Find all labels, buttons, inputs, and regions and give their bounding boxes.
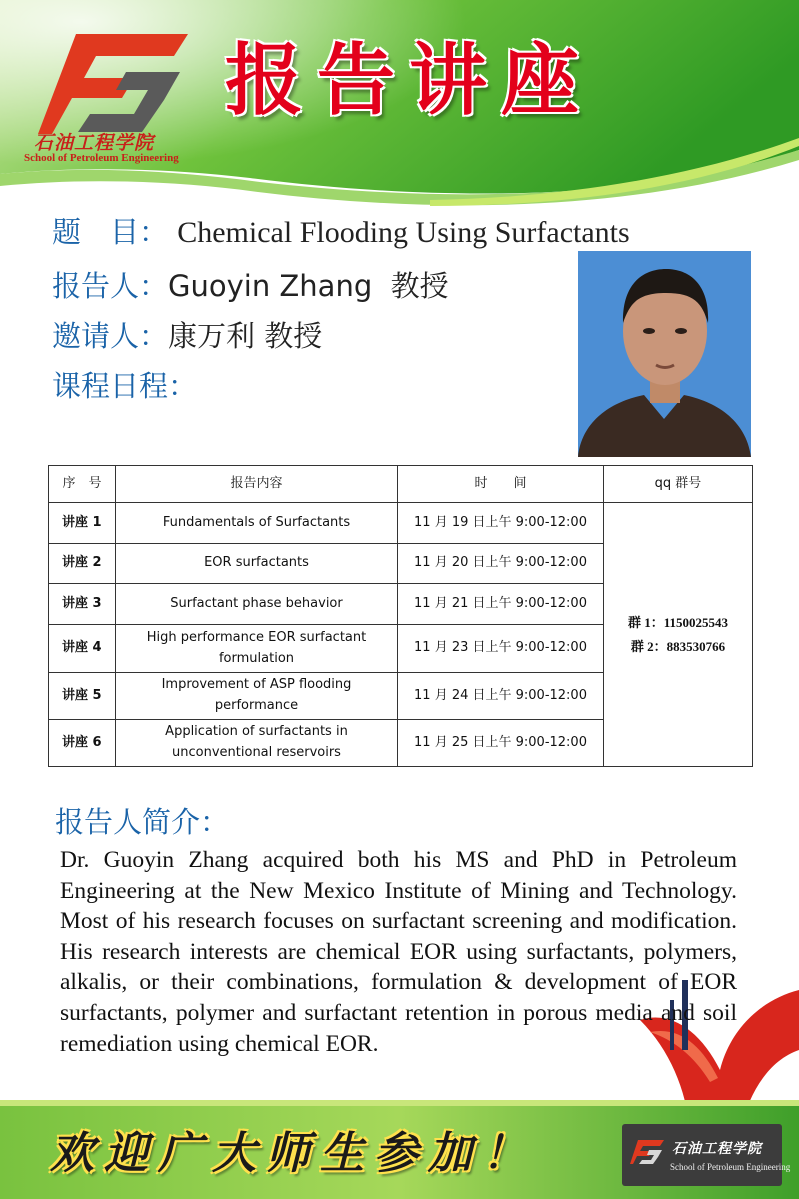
lecture-content: High performance EOR surfactant formulation	[116, 625, 398, 673]
speaker-label: 报告人：	[52, 269, 169, 303]
lecture-content: Surfactant phase behavior	[116, 584, 398, 625]
lecture-time: 11 月 21 日上午 9:00-12:00	[398, 584, 604, 625]
school-logo-small-icon	[630, 1138, 666, 1172]
bio-text: Dr. Guoyin Zhang acquired both his MS and PhD in Petroleum Engineering at the New Mexico Institute of Mining and Technology. Most of his research focuses on surfactant screening and modification. His research interests are chemical EOR using surfactants, polymers, alkalis, or their combinations, formulation & development of EOR surfactants, polymer and surfactant retention in porous media and soil remediation using chemical EOR.	[60, 847, 737, 1057]
topic-label: 题 目：	[52, 215, 169, 249]
lecture-number: 讲座 6	[49, 720, 116, 767]
topic-line	[52, 215, 630, 249]
qq-group-2: 群 2：883530766	[630, 638, 726, 654]
lecture-number: 讲座 1	[49, 503, 116, 544]
header-time: 时 间	[398, 466, 604, 503]
lecture-number: 讲座 5	[49, 673, 116, 720]
inviter-label: 邀请人：	[52, 319, 169, 353]
qq-group-1: 群 1：1150025543	[627, 614, 729, 630]
footer-school-badge	[622, 1124, 791, 1186]
lecture-time: 11 月 19 日上午 9:00-12:00	[398, 503, 604, 544]
header-number: 序 号	[49, 466, 116, 503]
badge-school-en: School of Petroleum Engineering	[670, 1162, 791, 1172]
speaker-photo	[578, 251, 751, 457]
lecture-number: 讲座 4	[49, 625, 116, 673]
lecture-content: Improvement of ASP flooding performance	[116, 673, 398, 720]
bio-heading: 报告人简介：	[55, 805, 230, 839]
lecture-time: 11 月 23 日上午 9:00-12:00	[398, 625, 604, 673]
lecture-content: EOR surfactants	[116, 544, 398, 584]
schedule-label: 课程日程：	[52, 369, 198, 403]
school-name-cn: 石油工程学院	[34, 132, 155, 154]
lecture-number: 讲座 2	[49, 544, 116, 584]
inviter-line	[52, 319, 323, 353]
speaker-line	[52, 269, 449, 303]
lecture-time: 11 月 25 日上午 9:00-12:00	[398, 720, 604, 767]
topic-value: Chemical Flooding Using Surfactants	[177, 216, 630, 249]
header-qq: qq 群号	[604, 466, 753, 503]
speaker-value: Guoyin Zhang 教授	[168, 269, 449, 303]
lecture-content: Application of surfactants in unconventional reservoirs	[116, 720, 398, 767]
qq-groups-cell	[604, 503, 753, 767]
inviter-value: 康万利 教授	[168, 319, 323, 353]
header-content: 报告内容	[116, 466, 398, 503]
lecture-time: 11 月 24 日上午 9:00-12:00	[398, 673, 604, 720]
school-name-en: School of Petroleum Engineering	[24, 152, 179, 164]
speaker-portrait-icon	[578, 251, 751, 457]
schedule-table	[48, 465, 753, 767]
lecture-number: 讲座 3	[49, 584, 116, 625]
table-row	[49, 503, 753, 544]
poster-title: 报告讲座	[225, 35, 594, 126]
lecture-time: 11 月 20 日上午 9:00-12:00	[398, 544, 604, 584]
table-header-row	[49, 466, 753, 503]
welcome-slogan: 欢迎广大师生参加！	[50, 1128, 536, 1179]
badge-school-cn: 石油工程学院	[672, 1141, 762, 1157]
lecture-content: Fundamentals of Surfactants	[116, 503, 398, 544]
